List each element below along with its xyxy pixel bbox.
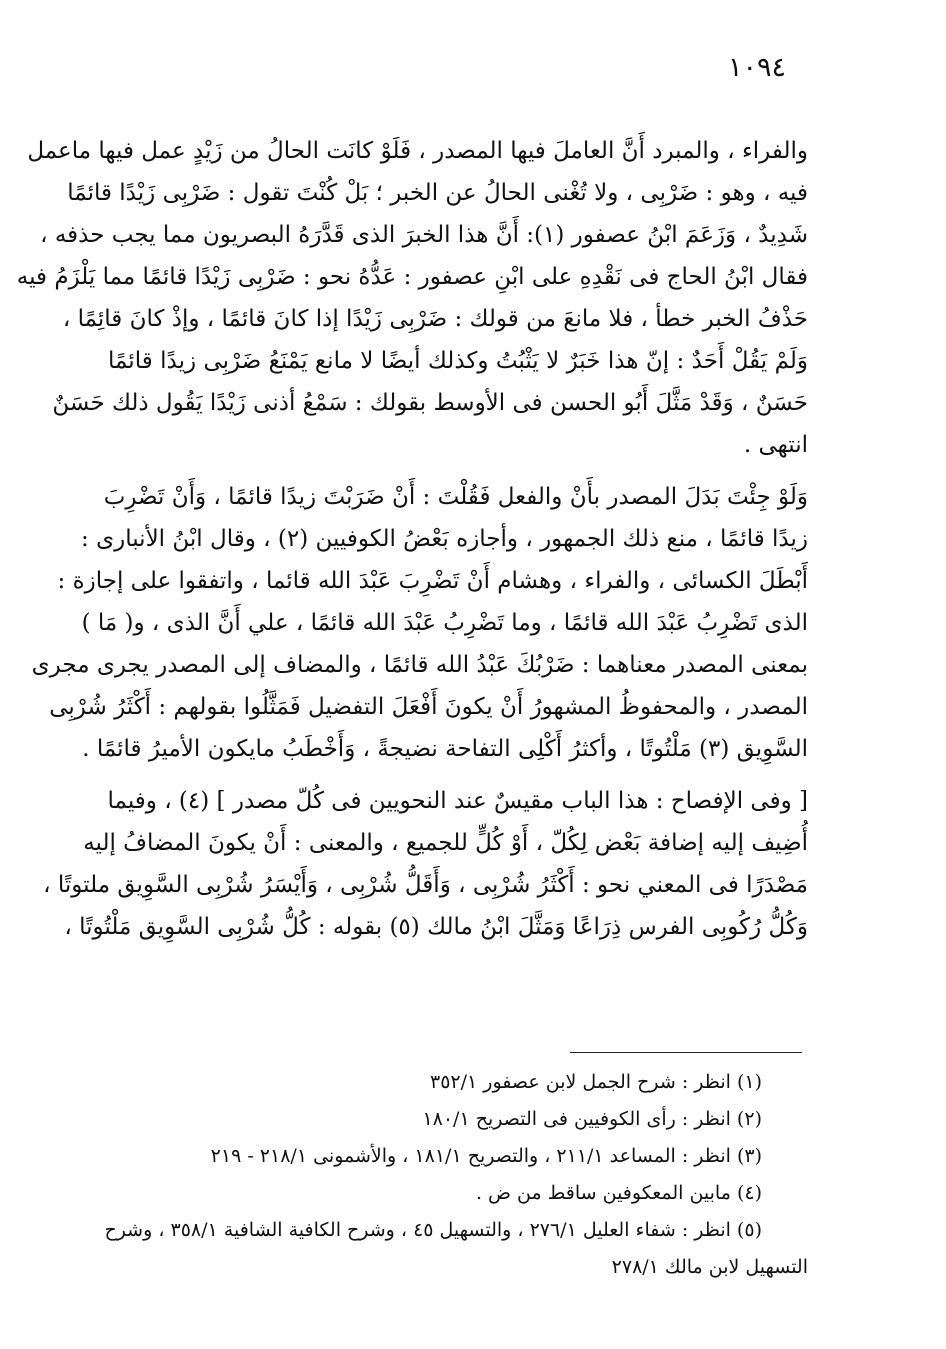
- text-line: فقال ابْنُ الحاج فى نَقْدِهِ على ابْنِ عصفور : عَدُّهُ نحو : ضَرْبِى زَيْدًا قائمًا مما يَلْزَمُ فيه: [16, 264, 808, 290]
- text-line: الذى تَضْرِبُ عَبْدَ الله قائمًا ، وما تَضْرِبُ عَبْدَ الله قائمًا ، علي أَنَّ الذى ، و( مَا ): [81, 610, 808, 636]
- page-number: ١٠٩٤: [727, 52, 786, 83]
- paragraph-2: [31, 476, 808, 770]
- text-line: بمعنى المصدر معناهما : ضَرْبُكَ عَبْدُ الله قائمًا ، والمضاف إلى المصدر يجرى مجرى: [31, 652, 808, 678]
- text-line: شَدِيدٌ ، وَزَعَمَ ابْنُ عصفور (١): أَنَّ هذا الخبرَ الذى قَدَّرَهُ البصريون مما يجب حذفه ،: [40, 222, 808, 248]
- text-line: حَذْفُ الخبر خطأ ، فلا مانعَ من قولك : ضَرْبِى زَيْدًا إذا كانَ قائمًا ، وإذْ كانَ قائِمًا ،: [62, 306, 808, 332]
- paragraph-3: [43, 780, 808, 948]
- text-line: السَّوِيق (٣) مَلْتُوتًا ، وأكثرُ أَكْلِى التفاحة نضيجةً ، وَأَخْطَبُ مايكون الأميرُ قائمًا .: [82, 736, 808, 762]
- text-line: انتهى .: [743, 432, 808, 458]
- footnotes: [104, 1064, 808, 1286]
- main-text: [16, 130, 808, 948]
- footnote: (٢) انظر : رأى الكوفيين فى التصريح ١٨٠/١: [422, 1108, 762, 1130]
- text-line: وَلَوْ جِئْتَ بَدَلَ المصدر بأَنْ والفعل فَقُلْتَ : أَنْ ضَرَبْتَ زيدًا قائمًا ، وَأَنْ تَضْرِبَ: [103, 484, 808, 510]
- text-line: مَصْدَرًا فى المعني نحو : أَكْثَرُ شُرْبِى ، وَأَقَلُّ شُرْبِى ، وَأَيْسَرُ شُرْبِى السَّوِيق ملتوتًا ،: [43, 872, 808, 898]
- footnote: (٣) انظر : المساعد ٢١١/١ ، والتصريح ١٨١/١ ، والأشمونى ٢١٨/١ - ٢١٩: [210, 1145, 762, 1167]
- text-line: والفراء ، والمبرد أَنَّ العاملَ فيها المصدر ، فَلَوْ كانَت الحالُ من زَيْدٍ عمل فيها ماعمل: [27, 138, 808, 164]
- text-line: المصدر ، والمحفوظُ المشهورُ أَنْ يكونَ أَفْعَلَ التفضيل فَمَثَّلُوا بقولهم : أَكْثَرُ شُرْبِى: [49, 694, 808, 720]
- footnote: (١) انظر : شرح الجمل لابن عصفور ٣٥٢/١: [430, 1071, 762, 1093]
- paragraph-1: [16, 130, 808, 466]
- text-line: وَكُلُّ رُكُوبِى الفرس ذِرَاعًا وَمَثَّلَ ابْنُ مالك (٥) بقوله : كُلُّ شُرْبِى السَّوِيق مَلْتُوتًا ،: [64, 914, 808, 940]
- footnote-divider: [570, 1052, 802, 1053]
- text-line: [ وفى الإفصاح : هذا الباب مقيسٌ عند النحويين فى كُلّ مصدر ] (٤) ، وفيما: [107, 788, 808, 814]
- text-line: حَسَنٌ ، وَقَدْ مَثَّلَ أَبُو الحسن فى الأوسط بقولك : سَمْعُ أذنى زَيْدًا يَقُول ذلك حَسَنٌ: [52, 390, 808, 416]
- text-line: زيدًا قائمًا ، منع ذلك الجمهور ، وأجازه بَعْضُ الكوفيين (٢) ، وقال ابْنُ الأنبارى :: [81, 526, 808, 552]
- text-line: فيه ، وهو : ضَرْبِى ، ولا تُغْنى الحالُ عن الخبر ؛ بَلْ كُنْتَ تقول : ضَرْبِى زَيْدًا قائمًا: [67, 180, 808, 206]
- footnote-continuation: التسهيل لابن مالك ٢٧٨/١: [611, 1256, 808, 1278]
- text-line: أُضِيف إليه إضافة بَعْض لِكُلّ ، أَوْ كُلٍّ للجميع ، والمعنى : أَنْ يكونَ المضافُ إليه: [83, 830, 808, 856]
- footnote: (٤) مابين المعكوفين ساقط من ض .: [475, 1182, 762, 1204]
- text-line: أَبْطَلَ الكسائى ، والفراء ، وهشام أَنْ تَضْرِبَ عَبْدَ الله قائما ، واتفقوا على إجازة :: [57, 568, 808, 594]
- footnote: (٥) انظر : شفاء العليل ٢٧٦/١ ، والتسهيل ٤٥ ، وشرح الكافية الشافية ٣٥٨/١ ، وشرح: [104, 1219, 762, 1241]
- text-line: وَلَمْ يَقُلْ أَحَدٌ : إنّ هذا خَبَرٌ لا يَثْبُتُ وكذلك أيضًا لا مانع يَمْنَعُ ضَرْبِى زيدًا قائمًا: [108, 348, 808, 374]
